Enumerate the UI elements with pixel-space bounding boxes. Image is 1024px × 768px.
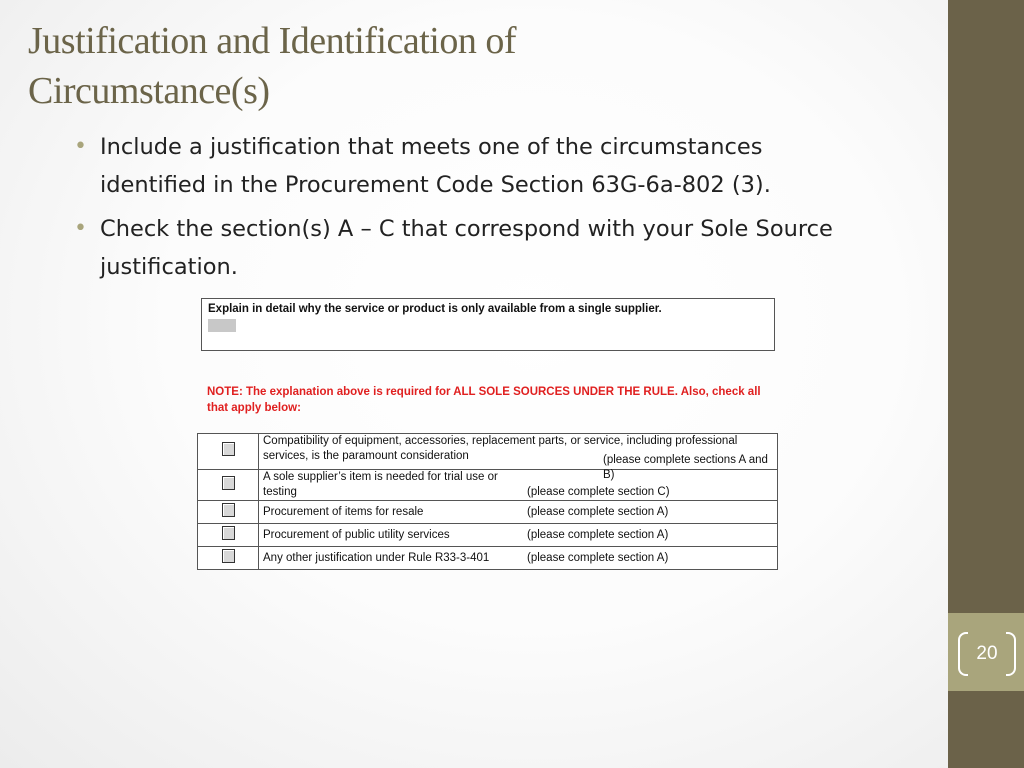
checkbox[interactable]	[222, 442, 235, 456]
options-table	[197, 433, 778, 570]
option-section: (please complete section A)	[527, 528, 669, 541]
right-brace-icon	[1006, 632, 1016, 676]
page-number-text: 20	[976, 643, 998, 664]
option-text: Procurement of public utility services	[263, 528, 450, 541]
checkbox[interactable]	[222, 526, 235, 540]
left-brace-icon	[958, 632, 968, 676]
option-cell	[259, 524, 778, 547]
bullet-item	[72, 128, 872, 204]
option-text: Any other justification under Rule R33-3-401	[263, 551, 490, 564]
bullet-item	[72, 210, 872, 286]
bullet-text: Include a justification that meets one of the circumstances identified in the Procurement Code Section 63G-6a-802 (3).	[100, 134, 771, 198]
explain-label: Explain in detail why the service or product is only available from a single supplier.	[208, 303, 662, 315]
page-number	[958, 632, 1016, 676]
checkbox[interactable]	[222, 549, 235, 563]
bullet-list	[72, 128, 872, 292]
option-cell	[259, 434, 778, 481]
option-text: A sole supplier’s item is needed for trial use or testing	[263, 471, 498, 498]
option-section: (please complete sections A and B)	[603, 454, 768, 481]
note-text: NOTE: The explanation above is required for ALL SOLE SOURCES UNDER THE RULE. Also, check all that apply below:	[207, 386, 761, 414]
option-section: (please complete section C)	[527, 486, 670, 498]
table-row	[198, 501, 778, 524]
checkbox-cell	[198, 547, 259, 570]
option-section: (please complete section A)	[527, 505, 669, 518]
slide-title: Justification and Identification of Circumstance(s)	[28, 20, 516, 112]
table-row	[198, 524, 778, 547]
bullet-dot-icon: •	[74, 216, 87, 241]
checkbox-cell	[198, 524, 259, 547]
bullet-dot-icon: •	[74, 134, 87, 159]
explain-box	[201, 298, 775, 351]
option-text: Procurement of items for resale	[263, 505, 424, 518]
checkbox-cell	[198, 501, 259, 524]
table-row	[198, 434, 778, 470]
table-row	[198, 547, 778, 570]
checkbox[interactable]	[222, 476, 235, 490]
checkbox-cell	[198, 434, 259, 470]
checkbox-cell	[198, 470, 259, 501]
bullet-text: Check the section(s) A – C that correspond with your Sole Source justification.	[100, 216, 833, 280]
explain-input[interactable]	[208, 319, 236, 332]
option-cell	[259, 547, 778, 570]
checkbox[interactable]	[222, 503, 235, 517]
option-cell	[259, 501, 778, 524]
option-section: (please complete section A)	[527, 551, 669, 564]
option-text: Compatibility of equipment, accessories, replacement parts, or service, including professional services, is the paramount consideration	[263, 435, 738, 462]
